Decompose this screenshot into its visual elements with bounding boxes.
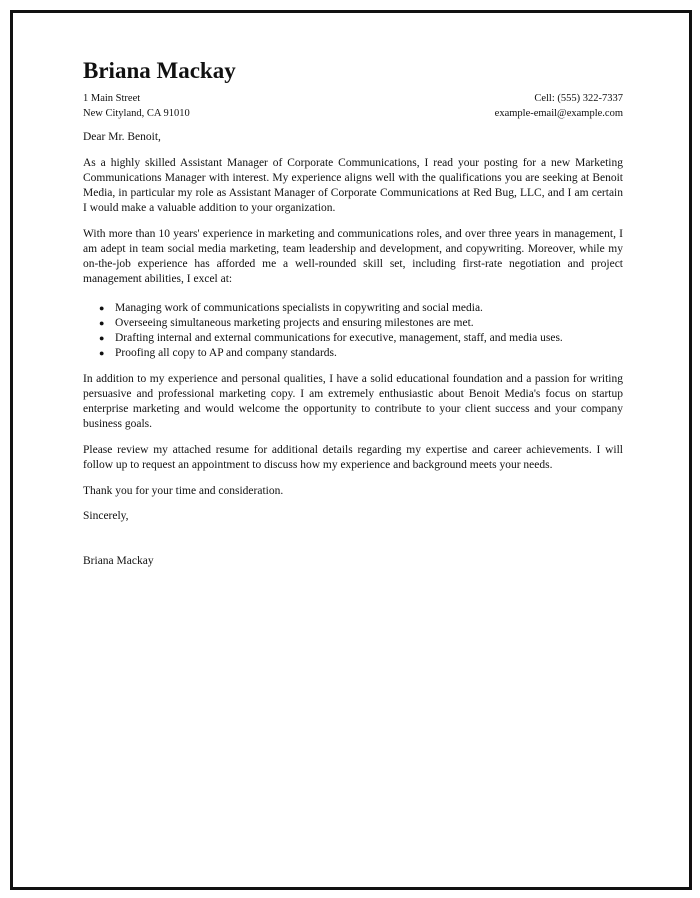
list-item-text: Managing work of communications specialists in copywriting and social media.: [115, 302, 483, 314]
list-item-text: Drafting internal and external communications for executive, management, staff, and media uses.: [115, 332, 563, 344]
list-item-text: Proofing all copy to AP and company standards.: [115, 347, 337, 359]
address-line-2: New Cityland, CA 91010: [83, 108, 190, 119]
salutation: Dear Mr. Benoit,: [83, 131, 161, 143]
bullet-icon: ●: [99, 348, 105, 358]
cover-letter: [83, 58, 623, 569]
contact-row-1: [83, 91, 623, 106]
email-address: example-email@example.com: [494, 108, 623, 119]
paragraph-education: In addition to my experience and personal qualities, I have a solid educational foundation and a passion for writing persuasive and professional marketing copy. I am extremely enthusiastic about Benoit Media's focus on startup enterprise marketing and would welcome the opportunity to contribute to your client success and your company business goals.: [83, 373, 623, 430]
bullet-icon: ●: [99, 303, 105, 313]
sender-name: Briana Mackay: [83, 58, 236, 83]
paragraph-follow-up: Please review my attached resume for additional details regarding my expertise and career achievements. I will follow up to request an appointment to discuss how my experience and background meets your needs.: [83, 444, 623, 471]
list-item: [99, 346, 623, 361]
list-item-text: Overseeing simultaneous marketing projects and ensuring milestones are met.: [115, 317, 474, 329]
contact-row-2: [83, 106, 623, 121]
closing-line: Thank you for your time and consideration.: [83, 485, 284, 497]
list-item: [99, 301, 623, 316]
bullet-icon: ●: [99, 318, 105, 328]
address-line-1: 1 Main Street: [83, 93, 141, 104]
sign-off: Sincerely,: [83, 510, 129, 522]
letter-page: [10, 10, 692, 890]
cell-phone: Cell: (555) 322-7337: [534, 93, 623, 104]
signature-name: Briana Mackay: [83, 555, 154, 567]
list-item: [99, 316, 623, 331]
bullet-icon: ●: [99, 333, 105, 343]
skills-list: [83, 301, 623, 361]
list-item: [99, 331, 623, 346]
paragraph-intro: As a highly skilled Assistant Manager of Corporate Communications, I read your posting for a new Marketing Communications Manager with interest. My experience aligns well with the qualifications you are seeking at Benoit Media, in particular my role as Assistant Manager of Corporate Communications at Red Bug, LLC, and I am certain I would make a valuable addition to your organization.: [83, 157, 623, 214]
paragraph-experience: With more than 10 years' experience in marketing and communications roles, and over three years in management, I am adept in team social media marketing, team leadership and development, and copywriting. Moreover, while my on-the-job experience has afforded me a well-rounded skill set, including first-rate negotiation and project management abilities, I excel at:: [83, 228, 623, 285]
